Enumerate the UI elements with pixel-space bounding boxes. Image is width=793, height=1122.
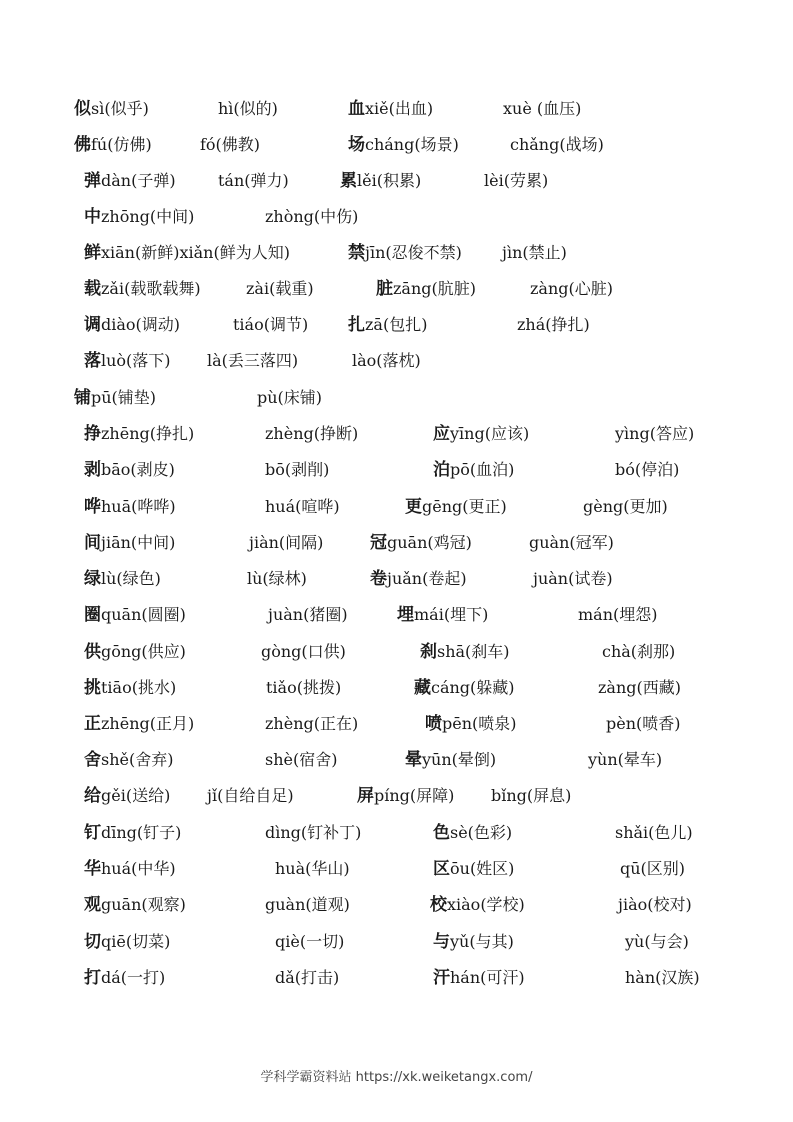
reading-entry xyxy=(84,927,170,957)
reading-entry xyxy=(615,818,693,848)
reading-entry xyxy=(84,709,194,739)
character: 似 xyxy=(74,99,91,119)
pinyin-and-word: yù(与会) xyxy=(625,932,689,951)
pinyin-and-word: xiān(新鲜)xiǎn(鲜为人知) xyxy=(101,243,290,262)
reading-entry xyxy=(352,346,421,376)
reading-entry xyxy=(618,890,692,920)
pinyin-and-word: fó(佛教) xyxy=(200,135,261,154)
pinyin-and-word: yīng(应该) xyxy=(450,424,530,443)
reading-entry xyxy=(265,455,329,485)
reading-entry xyxy=(598,673,681,703)
pinyin-and-word: zhēng(挣扎) xyxy=(101,424,195,443)
reading-entry xyxy=(218,166,289,196)
reading-entry xyxy=(433,927,514,957)
reading-entry xyxy=(84,600,186,630)
pinyin-and-word: xiě(出血) xyxy=(365,99,434,118)
pinyin-and-word: jiàn(间隔) xyxy=(249,533,324,552)
pinyin-and-word: pō(血泊) xyxy=(450,460,515,479)
pinyin-and-word: xuè (血压) xyxy=(503,99,582,118)
pinyin-and-word: yǔ(与其) xyxy=(450,932,514,951)
reading-entry xyxy=(84,166,176,196)
reading-entry xyxy=(84,963,165,993)
reading-entry xyxy=(433,818,512,848)
pinyin-and-word: yùn(晕车) xyxy=(588,750,663,769)
reading-entry xyxy=(265,818,361,848)
reading-entry xyxy=(275,927,344,957)
character: 鲜 xyxy=(84,243,101,263)
reading-entry xyxy=(265,890,350,920)
pinyin-and-word: gēng(更正) xyxy=(422,497,507,516)
reading-entry xyxy=(615,419,694,449)
reading-entry xyxy=(397,600,488,630)
reading-entry xyxy=(430,890,525,920)
pinyin-and-word: shǎi(色儿) xyxy=(615,823,693,842)
pinyin-and-word: qiē(切菜) xyxy=(101,932,171,951)
reading-entry xyxy=(257,383,322,413)
reading-entry xyxy=(533,564,613,594)
reading-entry xyxy=(74,383,156,413)
reading-entry xyxy=(348,310,427,340)
pinyin-and-word: mán(埋怨) xyxy=(578,605,658,624)
reading-entry xyxy=(376,274,476,304)
character: 间 xyxy=(84,533,101,553)
character: 哗 xyxy=(84,497,101,517)
pinyin-and-word: zā(包扎) xyxy=(365,315,428,334)
reading-entry xyxy=(84,310,180,340)
pinyin-and-word: tiāo(挑水) xyxy=(101,678,177,697)
character: 扎 xyxy=(348,315,365,335)
footer-watermark: 学科学霸资料站 https://xk.weiketangx.com/ xyxy=(260,1070,533,1085)
character: 观 xyxy=(84,895,101,915)
pinyin-and-word: cháng(场景) xyxy=(365,135,459,154)
reading-entry xyxy=(370,528,472,558)
reading-entry xyxy=(84,890,186,920)
pinyin-and-word: zǎi(载歌载舞) xyxy=(101,279,201,298)
pinyin-and-word: mái(埋下) xyxy=(414,605,489,624)
reading-entry xyxy=(588,745,662,775)
reading-entry xyxy=(340,166,421,196)
reading-entry xyxy=(265,745,337,775)
pinyin-and-word: huā(哗哗) xyxy=(101,497,176,516)
character: 铺 xyxy=(74,388,91,408)
pinyin-and-word: fú(仿佛) xyxy=(91,135,152,154)
character: 禁 xyxy=(348,243,365,263)
reading-entry xyxy=(275,963,339,993)
pinyin-and-word: xiào(学校) xyxy=(447,895,525,914)
pinyin-and-word: zài(载重) xyxy=(246,279,314,298)
pinyin-and-word: juàn(试卷) xyxy=(533,569,613,588)
character: 脏 xyxy=(376,279,393,299)
character: 落 xyxy=(84,351,101,371)
reading-entry xyxy=(578,600,658,630)
character: 打 xyxy=(84,968,101,988)
character: 中 xyxy=(84,207,101,227)
reading-entry xyxy=(84,202,194,232)
reading-entry xyxy=(348,238,462,268)
reading-entry xyxy=(583,492,668,522)
reading-entry xyxy=(247,564,307,594)
character: 刹 xyxy=(420,642,437,662)
character: 屏 xyxy=(357,786,374,806)
reading-entry xyxy=(510,130,604,160)
reading-entry xyxy=(620,854,685,884)
pinyin-and-word: hàn(汉族) xyxy=(625,968,700,987)
reading-entry xyxy=(84,419,194,449)
reading-entry xyxy=(357,781,454,811)
pinyin-and-word: jiān(中间) xyxy=(101,533,176,552)
character: 载 xyxy=(84,279,101,299)
pinyin-and-word: bó(停泊) xyxy=(615,460,680,479)
pinyin-and-word: cáng(躲藏) xyxy=(431,678,515,697)
pinyin-and-word: pèn(喷香) xyxy=(606,714,681,733)
reading-entry xyxy=(370,564,467,594)
pinyin-and-word: jiào(校对) xyxy=(618,895,692,914)
reading-entry xyxy=(84,492,176,522)
pinyin-and-word: lěi(积累) xyxy=(357,171,422,190)
reading-entry xyxy=(530,274,613,304)
pinyin-and-word: guàn(道观) xyxy=(265,895,350,914)
pinyin-and-word: gěi(送给) xyxy=(101,786,171,805)
pinyin-and-word: juǎn(卷起) xyxy=(387,569,467,588)
character: 挑 xyxy=(84,678,101,698)
reading-entry xyxy=(207,346,298,376)
pinyin-and-word: là(丢三落四) xyxy=(207,351,299,370)
character: 血 xyxy=(348,99,365,119)
reading-entry xyxy=(265,419,358,449)
pinyin-and-word: shā(刹车) xyxy=(437,642,510,661)
pinyin-and-word: shě(舍弃) xyxy=(101,750,174,769)
pinyin-and-word: lù(绿色) xyxy=(101,569,161,588)
pinyin-and-word: quān(圆圈) xyxy=(101,605,186,624)
character: 圈 xyxy=(84,605,101,625)
reading-entry xyxy=(265,709,358,739)
reading-entry xyxy=(84,637,186,667)
pinyin-and-word: zhèng(挣断) xyxy=(265,424,359,443)
pinyin-and-word: jìn(禁止) xyxy=(502,243,567,262)
character: 与 xyxy=(433,932,450,952)
reading-entry xyxy=(233,310,308,340)
reading-entry xyxy=(414,673,515,703)
character: 给 xyxy=(84,786,101,806)
reading-entry xyxy=(207,781,294,811)
pinyin-and-word: bō(剥削) xyxy=(265,460,330,479)
character: 校 xyxy=(430,895,447,915)
reading-entry xyxy=(84,673,176,703)
pinyin-and-word: huà(华山) xyxy=(275,859,350,878)
pinyin-and-word: tiáo(调节) xyxy=(233,315,309,334)
pinyin-and-word: pēn(喷泉) xyxy=(442,714,517,733)
reading-entry xyxy=(602,637,675,667)
reading-entry xyxy=(246,274,314,304)
pinyin-and-word: dīng(钉子) xyxy=(101,823,182,842)
character: 喷 xyxy=(425,714,442,734)
character: 应 xyxy=(433,424,450,444)
character: 区 xyxy=(433,859,450,879)
reading-entry xyxy=(84,455,175,485)
character: 冠 xyxy=(370,533,387,553)
reading-entry xyxy=(84,818,181,848)
pinyin-and-word: pū(铺垫) xyxy=(91,388,157,407)
character: 泊 xyxy=(433,460,450,480)
reading-entry xyxy=(625,927,689,957)
reading-entry xyxy=(268,600,348,630)
character: 藏 xyxy=(414,678,431,698)
pinyin-and-word: huá(中华) xyxy=(101,859,176,878)
pinyin-and-word: zhèng(正在) xyxy=(265,714,359,733)
pinyin-and-word: ōu(姓区) xyxy=(450,859,515,878)
pinyin-and-word: tán(弹力) xyxy=(218,171,289,190)
reading-entry xyxy=(84,274,201,304)
character: 晕 xyxy=(405,750,422,770)
character: 佛 xyxy=(74,135,91,155)
pinyin-and-word: zhòng(中伤) xyxy=(265,207,359,226)
reading-entry xyxy=(275,854,350,884)
character: 供 xyxy=(84,642,101,662)
pinyin-and-word: zàng(心脏) xyxy=(530,279,614,298)
pinyin-and-word: dǎ(打击) xyxy=(275,968,340,987)
pinyin-and-word: yìng(答应) xyxy=(615,424,695,443)
reading-entry xyxy=(405,492,507,522)
character: 更 xyxy=(405,497,422,517)
character: 弹 xyxy=(84,171,101,191)
pinyin-and-word: shè(宿舍) xyxy=(265,750,338,769)
reading-entry xyxy=(615,455,679,485)
character: 汗 xyxy=(433,968,450,988)
reading-entry xyxy=(433,854,514,884)
character: 钉 xyxy=(84,823,101,843)
character: 卷 xyxy=(370,569,387,589)
pinyin-and-word: bǐng(屏息) xyxy=(491,786,572,805)
character: 色 xyxy=(433,823,450,843)
pinyin-and-word: lèi(劳累) xyxy=(484,171,549,190)
reading-entry xyxy=(84,528,175,558)
pinyin-and-word: zàng(西藏) xyxy=(598,678,682,697)
reading-entry xyxy=(502,238,567,268)
character: 累 xyxy=(340,171,357,191)
pinyin-and-word: dàn(子弹) xyxy=(101,171,176,190)
pinyin-and-word: chǎng(战场) xyxy=(510,135,604,154)
pinyin-and-word: zhōng(中间) xyxy=(101,207,195,226)
character: 华 xyxy=(84,859,101,879)
pinyin-and-word: gòng(口供) xyxy=(261,642,346,661)
character: 挣 xyxy=(84,424,101,444)
reading-entry xyxy=(348,130,459,160)
reading-entry xyxy=(84,238,290,268)
character: 埋 xyxy=(397,605,414,625)
pinyin-and-word: diào(调动) xyxy=(101,315,181,334)
reading-entry xyxy=(606,709,681,739)
reading-entry xyxy=(84,854,176,884)
reading-entry xyxy=(200,130,260,160)
pinyin-and-word: guān(鸡冠) xyxy=(387,533,472,552)
pinyin-and-word: pù(床铺) xyxy=(257,388,323,407)
reading-entry xyxy=(425,709,517,739)
reading-entry xyxy=(265,202,358,232)
reading-entry xyxy=(433,419,529,449)
pinyin-and-word: gèng(更加) xyxy=(583,497,668,516)
character: 舍 xyxy=(84,750,101,770)
pinyin-and-word: hì(似的) xyxy=(218,99,278,118)
pinyin-and-word: dìng(钉补丁) xyxy=(265,823,362,842)
reading-entry xyxy=(433,963,525,993)
pinyin-and-word: jīn(忍俊不禁) xyxy=(365,243,462,262)
reading-entry xyxy=(84,346,171,376)
reading-entry xyxy=(261,637,346,667)
character: 正 xyxy=(84,714,101,734)
pinyin-and-word: zhēng(正月) xyxy=(101,714,195,733)
pinyin-and-word: guān(观察) xyxy=(101,895,186,914)
pinyin-and-word: lào(落枕) xyxy=(352,351,421,370)
reading-entry xyxy=(517,310,590,340)
pinyin-and-word: jǐ(自给自足) xyxy=(207,786,294,805)
reading-entry xyxy=(529,528,614,558)
reading-entry xyxy=(249,528,323,558)
pinyin-and-word: guàn(冠军) xyxy=(529,533,614,552)
character: 调 xyxy=(84,315,101,335)
pinyin-and-word: dá(一打) xyxy=(101,968,166,987)
reading-entry xyxy=(84,564,161,594)
pinyin-and-word: huá(喧哗) xyxy=(265,497,340,516)
character: 切 xyxy=(84,932,101,952)
reading-entry xyxy=(405,745,496,775)
pinyin-and-word: qū(区别) xyxy=(620,859,686,878)
pinyin-and-word: lù(绿林) xyxy=(247,569,307,588)
pinyin-and-word: tiǎo(挑拨) xyxy=(266,678,342,697)
pinyin-and-word: sè(色彩) xyxy=(450,823,513,842)
character: 场 xyxy=(348,135,365,155)
pinyin-and-word: juàn(猪圈) xyxy=(268,605,348,624)
pinyin-and-word: gōng(供应) xyxy=(101,642,186,661)
pinyin-and-word: sì(似乎) xyxy=(91,99,149,118)
reading-entry xyxy=(625,963,700,993)
reading-entry xyxy=(74,130,152,160)
pinyin-and-word: zāng(肮脏) xyxy=(393,279,477,298)
reading-entry xyxy=(348,94,433,124)
pinyin-and-word: yūn(晕倒) xyxy=(422,750,497,769)
reading-entry xyxy=(266,673,341,703)
pinyin-and-word: luò(落下) xyxy=(101,351,171,370)
reading-entry xyxy=(433,455,514,485)
reading-entry xyxy=(74,94,149,124)
reading-entry xyxy=(84,745,173,775)
character: 剥 xyxy=(84,460,101,480)
pinyin-and-word: píng(屏障) xyxy=(374,786,455,805)
pinyin-and-word: qiè(一切) xyxy=(275,932,345,951)
character: 绿 xyxy=(84,569,101,589)
reading-entry xyxy=(420,637,510,667)
reading-entry xyxy=(503,94,581,124)
pinyin-and-word: zhá(挣扎) xyxy=(517,315,590,334)
pinyin-and-word: hán(可汗) xyxy=(450,968,525,987)
reading-entry xyxy=(265,492,340,522)
pinyin-and-word: bāo(剥皮) xyxy=(101,460,175,479)
pinyin-and-word: chà(刹那) xyxy=(602,642,676,661)
reading-entry xyxy=(218,94,278,124)
reading-entry xyxy=(484,166,548,196)
reading-entry xyxy=(84,781,170,811)
reading-entry xyxy=(491,781,571,811)
